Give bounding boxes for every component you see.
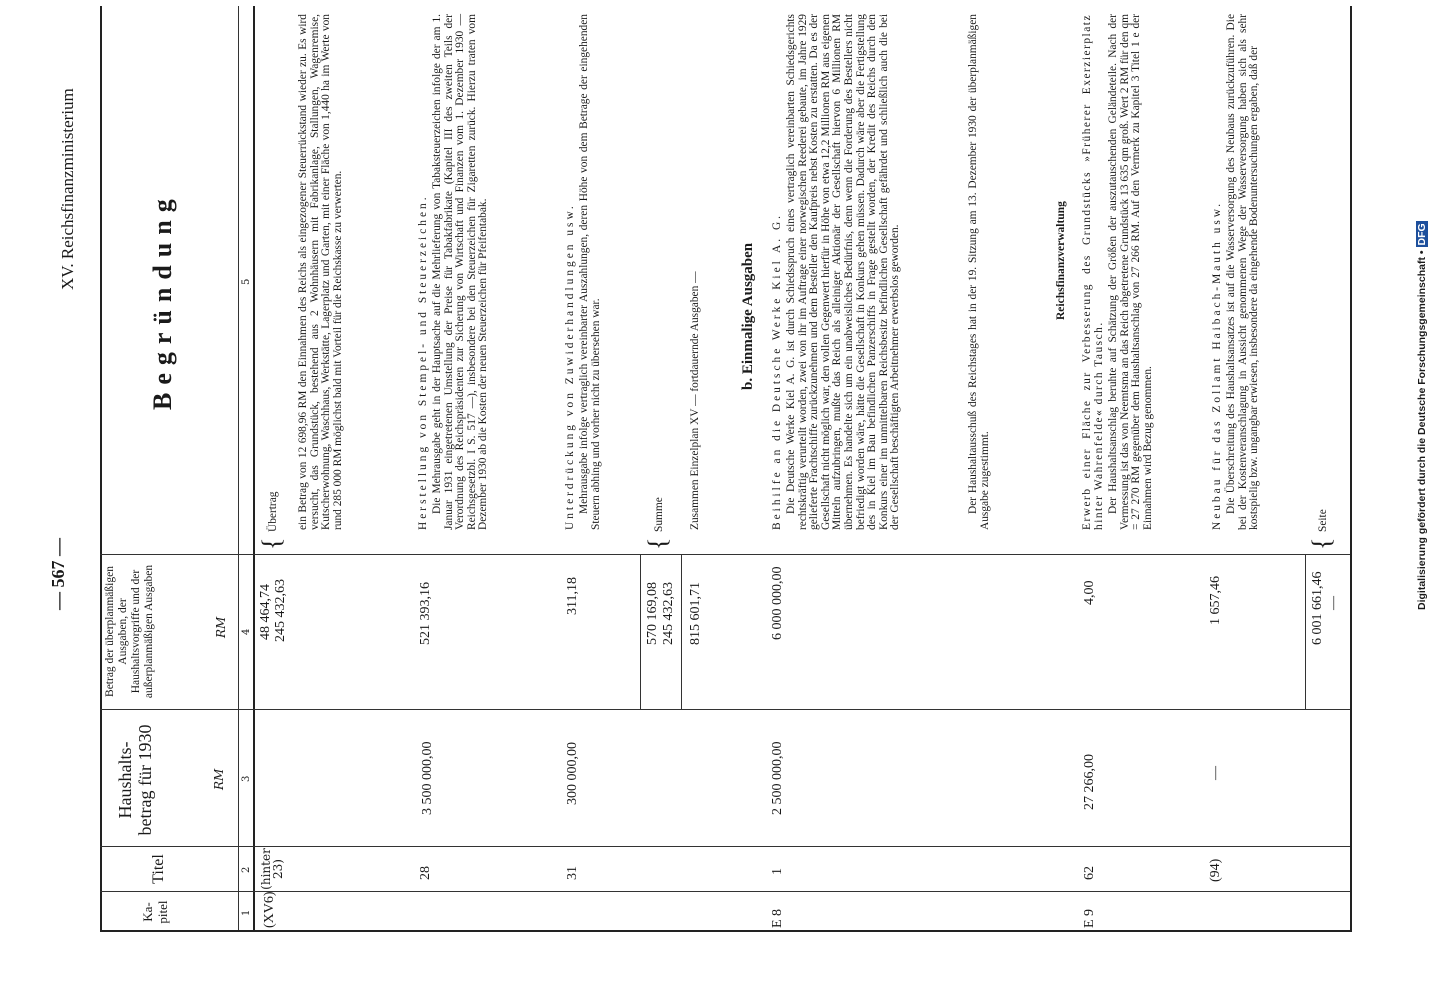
col-divider — [100, 891, 1350, 892]
r3-titel: 31 — [565, 866, 580, 880]
colnum-rule — [238, 6, 239, 932]
col-divider — [100, 930, 1350, 932]
r2-haushalt: 3 500 000,00 — [420, 741, 435, 815]
header-haushalt: Haushalts- betrag für 1930 — [115, 724, 155, 836]
seite-betrag-2: — — [1326, 596, 1341, 610]
colnum-4: 4 — [241, 628, 252, 635]
colnum-1: 1 — [241, 909, 252, 916]
summe-rule — [640, 555, 641, 710]
r2-betrag: 521 393,16 — [418, 582, 433, 645]
r4-betrag: 6 000 000,00 — [770, 566, 785, 640]
summe-rule — [681, 555, 682, 710]
running-title: XV. Reichsfinanzministerium — [58, 88, 77, 290]
seite-label: Seite — [1317, 509, 1329, 532]
r5-heading: Erwerb einer Fläche zur Verbesserung des Grundstücks »Früherer Exerzierplatz hinter Wahrenfelde« durch Tausch. — [1081, 14, 1105, 530]
r4-kapitel: E 8 — [770, 908, 785, 928]
r4-text: Die Deutsche Werke Kiel A. G. ist durch Schiedsspruch eines vertraglich vereinbarten Schiedsgerichts rechtskräftig verurteilt worden, zwei von ihr im Auftrage einer norwegischen Reederei gebaute, im Jahre 1929 gelieferte Frachtschiffe zurückzunehmen und dem Besteller den Kaufpreis nebst Kosten zu erstatten. Da es der Gesellschaft nicht möglich war, den vollen Gegenwert hierfür in Höhe von etwa 12,2 Millionen RM aus eigenen Mitteln aufzubringen, mußte das Reich als alleiniger Aktionär der Gesellschaft hiervon 6 Millionen RM übernehmen. Es handelte sich um ein unabweisliches Bedürfnis, denn wenn die Forderung des Bestellers nicht befriedigt worden wäre, hätte die Gesellschaft in Konkurs gehen müssen. Dadurch wäre aber die Fertigstellung des in Kiel im Bau befindlichen Panzerschiffs in Frage gestellt worden, der Kredit des Reichs durch den Konkurs einer im unmittelbaren Reichsbesitz befindlichen Gesellschaft gefährdet und schließlich auch die bei der Gesellschaft beschäftigten Arbeitnehmer erwerbslos geworden. — [785, 14, 902, 530]
summe-betrag-2: 245 432,63 — [661, 582, 676, 645]
seite-brace: { — [1307, 537, 1336, 550]
seite-betrag-1: 6 001 661,46 — [1310, 571, 1325, 645]
digitization-note — [1416, 221, 1428, 610]
header-betrag-unit: RM — [214, 616, 228, 638]
table-bottom-rule — [1350, 6, 1352, 932]
r1-label: Übertrag — [267, 491, 279, 532]
r3-haushalt: 300 000,00 — [565, 742, 580, 805]
r2-titel: 28 — [418, 866, 433, 880]
r5-betrag: 4,00 — [1082, 580, 1097, 605]
r6-haushalt: — — [1208, 766, 1223, 780]
sub-heading: Reichsfinanzverwaltung — [1055, 201, 1067, 320]
r4-heading: Beihilfe an die Deutsche Werke Kiel A. G. — [771, 212, 783, 530]
r3-betrag: 311,18 — [565, 577, 580, 615]
header-betrag: Betrag der überplanmäßigen Ausgaben, der Haushaltsvorgriffe und der außerplanmäßigen Ausgaben — [104, 564, 155, 699]
r5-kapitel: E 9 — [1082, 908, 1097, 928]
r1-betrag-1: 48 464,74 — [258, 584, 273, 640]
r4-haushalt: 2 500 000,00 — [770, 741, 785, 815]
table-top-rule — [100, 6, 102, 932]
r3-heading: Unterdrückung von Zuwiderhandlungen usw. — [564, 203, 576, 530]
r4-titel: 1 — [770, 868, 785, 875]
dfg-logo: DFG — [1416, 223, 1428, 246]
r5-titel: 62 — [1082, 866, 1097, 880]
digitization-note-text: Digitalisierung gefördert durch die Deutsche Forschungsgemeinschaft • — [1416, 250, 1428, 610]
r3-text: Mehrausgabe infolge vertraglich vereinbarter Auszahlungen, deren Höhe von dem Betrage der eingehenden Steuern abhing und vorher nicht zu übersehen war. — [578, 14, 602, 530]
r4-text2: Der Haushaltausschuß des Reichstages hat in der 19. Sitzung am 13. Dezember 1930 der überplanmäßigen Ausgabe zugestimmt. — [967, 14, 991, 530]
r6-titel: (94) — [1208, 858, 1223, 882]
summe-brace: { — [643, 537, 672, 550]
seite-rule — [1305, 555, 1306, 710]
r2-text: Die Mehrausgabe geht in der Hauptsache auf die Mehrlieferung von Tabaksteuerzeichen infolge der am 1. Januar 1931 eingetretenen Umstellung der Preise für Tabakfabrikate (Kapitel III des zweiten Teils der Verordnung des Reichspräsidenten zur Sicherung von Wirtschaft und Finanzen vom 1. Dezember 1930 — Reichsgesetzbl. I S. 517 —), insbesondere bei den Steuerzeichen für Zigaretten zurück. Hierzu traten vom Dezember 1930 ab die Kosten der neuen Steuerzeichen für Pfeifentabak. — [431, 14, 490, 530]
r5-haushalt: 27 266,00 — [1082, 754, 1097, 810]
header-begruendung: Begründung — [148, 191, 177, 410]
header-titel: Titel — [150, 854, 167, 884]
header-haushalt-unit: RM — [212, 768, 226, 790]
page-number: — 567 — — [48, 538, 68, 610]
r6-text: Die Überschreitung des Haushaltsansatzes ist auf die Wasserversorgung des Neubaus zurückzuführen. Die bei der Kostenveranschlagung in Aussicht genommenen Wege der Wasserversorgung haben sich als sehr kostspielig bzw. ungangbar erwiesen, insbesondere da eingehende Bodenuntersuchungen ergaben, daß der — [1225, 14, 1261, 530]
summe-label: Summe — [653, 497, 665, 532]
r6-betrag: 1 657,46 — [1208, 576, 1223, 625]
summe-betrag-1: 570 169,08 — [645, 582, 660, 645]
colnum-2: 2 — [241, 866, 252, 873]
r1-brace: { — [257, 537, 286, 550]
r1-text: ein Betrag von 12 698,96 RM den Einnahmen des Reichs als eingezogener Steuerrückstand wieder zu. Es wird versucht, das Grundstück, bestehend aus 2 Wohnhäusern mit Fabrikanlage, Stallungen, Wagenremise, Kutscherwohnung, Waschhaus, Werkstätte, Lagerplatz und Garten, mit einer Fläche von 1,440 ha im Werte von rund 285 000 RM möglichst bald mit Vorteil für die Reichskasse zu verwerten. — [297, 14, 344, 530]
col-divider — [100, 554, 1350, 555]
r2-heading: Herstellung von Stempel- und Steuerzeichen. — [417, 194, 429, 530]
header-bottom-rule — [253, 6, 255, 932]
col-divider — [100, 846, 1350, 847]
r1-kapitel: (XV6) — [262, 891, 277, 928]
col-divider — [100, 709, 1350, 710]
colnum-5: 5 — [241, 278, 252, 285]
section-heading: b. Einmalige Ausgaben — [740, 242, 756, 390]
r1-betrag-2: 245 432,63 — [273, 579, 288, 642]
zusammen-label: Zusammen Einzelplan XV — fortdauernde Ausgaben — — [689, 271, 701, 530]
r6-heading: Neubau für das Zollamt Haibach-Mauth usw. — [1211, 200, 1223, 530]
r1-titel: (hinter 23) — [259, 848, 285, 890]
header-kapitel: Ka- pitel — [140, 900, 170, 924]
r5-text: Der Haushaltsanschlag beruhte auf Schätzung der Größen der auszutauschenden Geländeteile. Nach der Vermessung ist das von Neemtsma an das Reich abgetretene Grundstück 13 635 qm groß. Wert 2 RM für den qm = 27 270 RM gegenüber dem Haushaltsanschlag von 27 266 RM. Auf den Vermerk zu Kapitel 3 Titel 1 e der Einnahmen wird Bezug genommen. — [1107, 14, 1154, 530]
zusammen-betrag: 815 601,71 — [688, 582, 703, 645]
colnum-3: 3 — [241, 775, 252, 782]
